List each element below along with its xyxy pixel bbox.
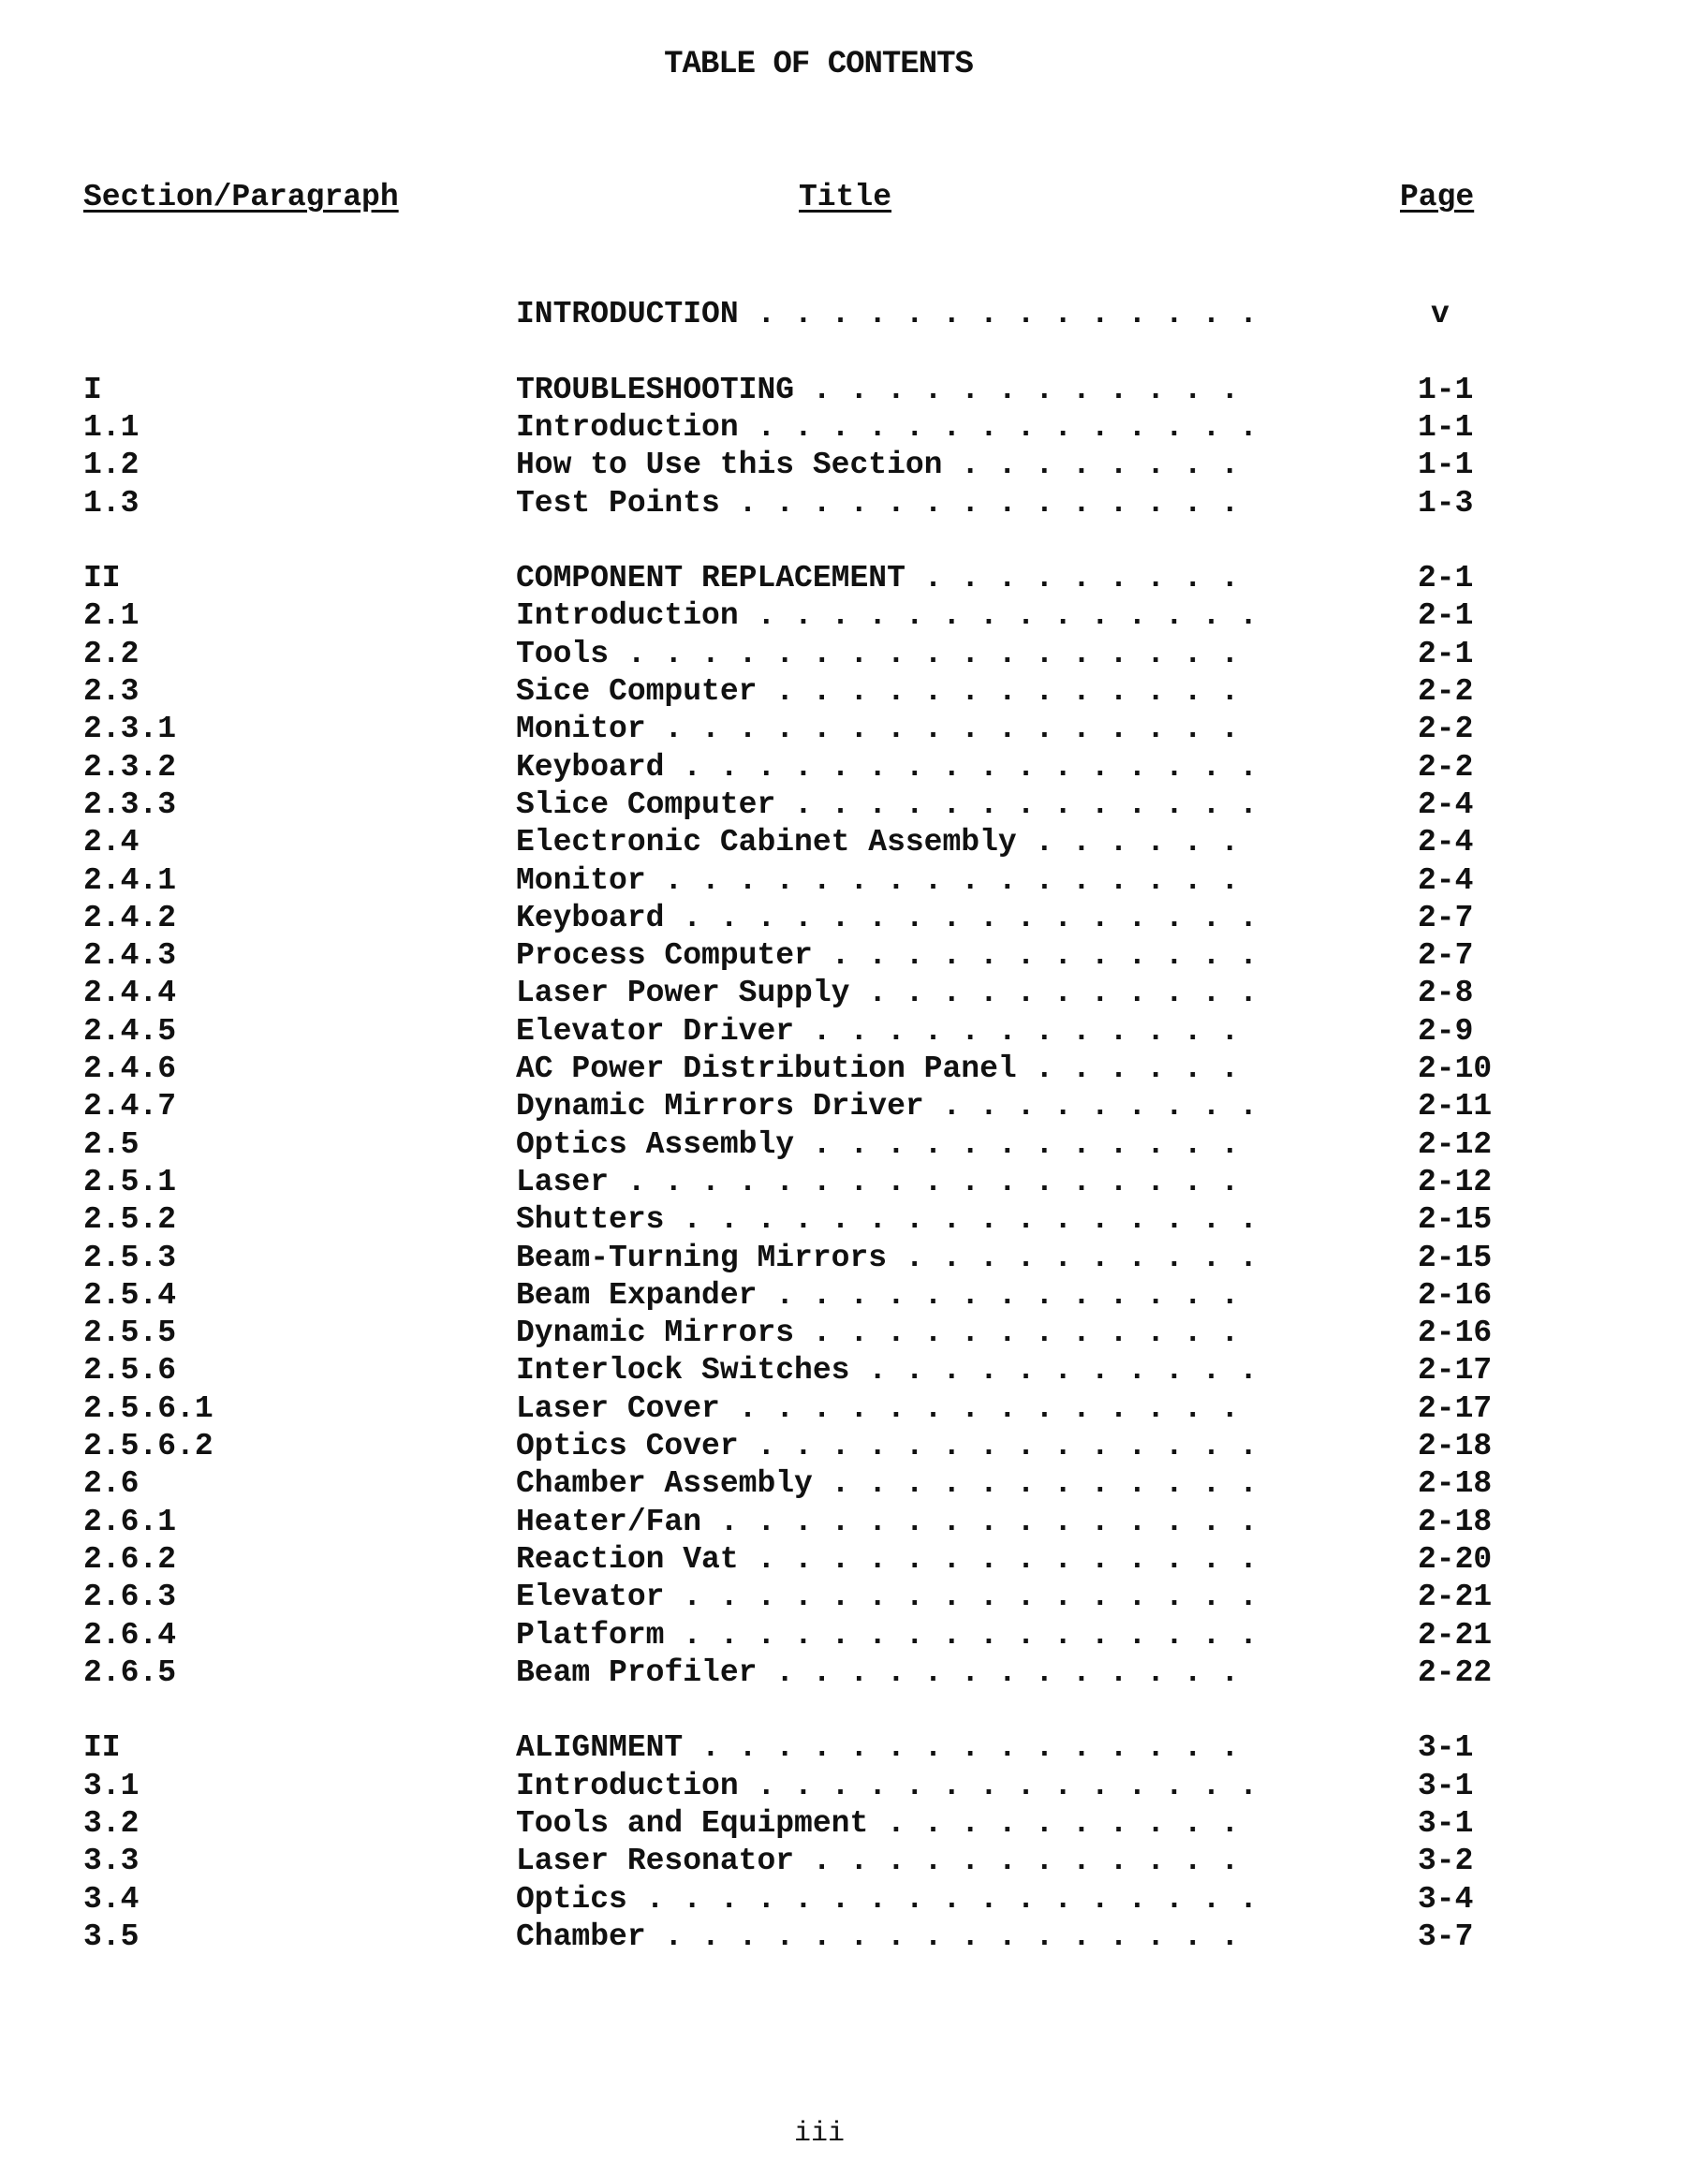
entry-title: Laser Power Supply <box>516 975 849 1012</box>
entry-title: Process Computer <box>516 937 813 975</box>
page-ref: 2-7 <box>1418 900 1473 937</box>
section-number: 2.3.3 <box>83 786 176 824</box>
section-number: 2.6.5 <box>83 1654 176 1692</box>
document-title: TABLE OF CONTENTS <box>655 47 981 82</box>
entry-title: INTRODUCTION <box>516 296 739 333</box>
section-number: 2.4.4 <box>83 975 176 1012</box>
toc-entry <box>0 1881 1708 1918</box>
section-number: 3.4 <box>83 1881 139 1918</box>
page-ref: 2-15 <box>1418 1201 1492 1239</box>
dot-leader: . . . . . . . . . . . <box>868 975 1258 1012</box>
entry-title: Chamber <box>516 1918 646 1956</box>
section-number: 2.1 <box>83 597 139 635</box>
section-number: II <box>83 1729 121 1767</box>
dot-leader: . . . . . . . . . . . . . . <box>757 597 1258 635</box>
page-ref: 2-1 <box>1418 560 1473 597</box>
section-number: 2.3.1 <box>83 711 176 748</box>
entry-title: Introduction <box>516 597 739 635</box>
toc-entry <box>0 1918 1708 1956</box>
entry-title: Elevator <box>516 1579 664 1616</box>
page-ref: 2-18 <box>1418 1504 1492 1541</box>
page-ref: 3-4 <box>1418 1881 1473 1918</box>
entry-title: Dynamic Mirrors Driver <box>516 1088 924 1125</box>
entry-title: Laser Cover <box>516 1390 720 1428</box>
page-ref: 2-2 <box>1418 749 1473 786</box>
dot-leader: . . . . . . . . <box>961 447 1239 484</box>
dot-leader: . . . . . . . . . . <box>906 1240 1258 1277</box>
section-number: 2.5 <box>83 1126 139 1164</box>
column-header-page: Page <box>1400 180 1474 214</box>
entry-title: Slice Computer <box>516 786 775 824</box>
entry-title: Tools and Equipment <box>516 1805 868 1843</box>
section-number: 2.2 <box>83 636 139 673</box>
page-ref: 2-4 <box>1418 862 1473 900</box>
page-ref: 2-1 <box>1418 636 1473 673</box>
entry-title: AC Power Distribution Panel <box>516 1051 1017 1088</box>
entry-title: Optics Cover <box>516 1428 739 1465</box>
toc-entry <box>0 560 1708 597</box>
section-number: 1.3 <box>83 485 139 522</box>
page-ref: 2-4 <box>1418 786 1473 824</box>
entry-title: Optics Assembly <box>516 1126 794 1164</box>
page-ref: 2-18 <box>1418 1465 1492 1503</box>
page-ref: 2-9 <box>1418 1013 1473 1051</box>
dot-leader: . . . . . . . . . . . . <box>813 372 1239 409</box>
section-number: 2.5.4 <box>83 1277 176 1315</box>
dot-leader: . . . . . . . . . . . . . . . . <box>683 900 1258 937</box>
dot-leader: . . . . . . . . . . <box>887 1805 1239 1843</box>
page-ref: 1-1 <box>1418 372 1473 409</box>
toc-entry <box>0 862 1708 900</box>
toc-entry <box>0 1164 1708 1201</box>
dot-leader: . . . . . . . . . . . . <box>813 1013 1239 1051</box>
toc-entry <box>0 824 1708 861</box>
section-number: 2.6.2 <box>83 1541 176 1579</box>
page-ref: 2-21 <box>1418 1617 1492 1654</box>
toc-entry <box>0 1352 1708 1389</box>
entry-title: Heater/Fan <box>516 1504 701 1541</box>
toc-entry <box>0 1201 1708 1239</box>
page-ref: 1-3 <box>1418 485 1473 522</box>
dot-leader: . . . . . . . . . . . . . . . <box>720 1504 1258 1541</box>
page-ref: 2-16 <box>1418 1277 1492 1315</box>
entry-title: ALIGNMENT <box>516 1729 683 1767</box>
page-ref: 2-7 <box>1418 937 1473 975</box>
section-number: 3.5 <box>83 1918 139 1956</box>
toc-entry <box>0 937 1708 975</box>
dot-leader: . . . . . . . . . . . . . . <box>757 1768 1258 1805</box>
column-header-title: Title <box>799 180 891 214</box>
page-ref: 2-15 <box>1418 1240 1492 1277</box>
toc-entry <box>0 1617 1708 1654</box>
page-ref: 3-7 <box>1418 1918 1473 1956</box>
entry-title: Interlock Switches <box>516 1352 849 1389</box>
page-ref: 2-18 <box>1418 1428 1492 1465</box>
dot-leader: . . . . . . . . . . . . . <box>775 673 1239 711</box>
page-ref: 2-2 <box>1418 711 1473 748</box>
entry-title: Sice Computer <box>516 673 757 711</box>
toc-entry <box>0 1768 1708 1805</box>
page-ref: 2-8 <box>1418 975 1473 1012</box>
section-number: 2.4.7 <box>83 1088 176 1125</box>
page-ref: 3-1 <box>1418 1805 1473 1843</box>
section-number: 2.5.3 <box>83 1240 176 1277</box>
page-ref: 2-2 <box>1418 673 1473 711</box>
section-number: 2.5.2 <box>83 1201 176 1239</box>
section-number: 1.2 <box>83 447 139 484</box>
entry-title: Chamber Assembly <box>516 1465 813 1503</box>
page-ref: 3-1 <box>1418 1729 1473 1767</box>
entry-title: Elevator Driver <box>516 1013 794 1051</box>
page-ref: 2-11 <box>1418 1088 1492 1125</box>
entry-title: Reaction Vat <box>516 1541 739 1579</box>
entry-title: Dynamic Mirrors <box>516 1315 794 1352</box>
dot-leader: . . . . . . . . . . . . <box>813 1843 1239 1880</box>
section-number: 2.5.6.1 <box>83 1390 214 1428</box>
page-ref: 3-2 <box>1418 1843 1473 1880</box>
dot-leader: . . . . . . . . . . . . . . . . <box>664 862 1239 900</box>
section-number: 2.4.1 <box>83 862 176 900</box>
toc-entry <box>0 1843 1708 1880</box>
page-ref: 2-10 <box>1418 1051 1492 1088</box>
dot-leader: . . . . . . . . . . . . . . . . . <box>646 1881 1259 1918</box>
entry-title: Monitor <box>516 862 646 900</box>
page-ref: 2-16 <box>1418 1315 1492 1352</box>
toc-entry <box>0 1126 1708 1164</box>
toc-entry <box>0 673 1708 711</box>
toc-entry <box>0 1428 1708 1465</box>
page-ref: 2-22 <box>1418 1654 1492 1692</box>
entry-title: Introduction <box>516 409 739 447</box>
dot-leader: . . . . . . . . . . . . . . . . <box>664 1918 1239 1956</box>
toc-entry <box>0 1504 1708 1541</box>
toc-entry <box>0 1654 1708 1692</box>
entry-title: Beam Profiler <box>516 1654 757 1692</box>
section-number: 2.4.6 <box>83 1051 176 1088</box>
section-number: 2.6.4 <box>83 1617 176 1654</box>
dot-leader: . . . . . . . . . . . . <box>832 1465 1258 1503</box>
section-number: 3.3 <box>83 1843 139 1880</box>
entry-title: Monitor <box>516 711 646 748</box>
dot-leader: . . . . . . . . . . . . . . . . <box>683 749 1258 786</box>
toc-entry <box>0 749 1708 786</box>
toc-entry <box>0 1088 1708 1125</box>
dot-leader: . . . . . . . . . . . . . . . . <box>683 1201 1258 1239</box>
page-ref: 2-12 <box>1418 1164 1492 1201</box>
page-ref: 2-20 <box>1418 1541 1492 1579</box>
section-number: 2.5.5 <box>83 1315 176 1352</box>
toc-entry <box>0 1805 1708 1843</box>
entry-title: Shutters <box>516 1201 664 1239</box>
toc-entry <box>0 786 1708 824</box>
dot-leader: . . . . . . . . . . . . . . <box>739 485 1240 522</box>
toc-entry <box>0 1013 1708 1051</box>
toc-entry <box>0 372 1708 409</box>
section-number: 2.3.2 <box>83 749 176 786</box>
column-header-section: Section/Paragraph <box>83 180 399 214</box>
section-number: 2.4.3 <box>83 937 176 975</box>
dot-leader: . . . . . . . . . . . . . . . . <box>683 1617 1258 1654</box>
entry-title: Electronic Cabinet Assembly <box>516 824 1017 861</box>
dot-leader: . . . . . . . . . . . . . . . . . <box>627 1164 1240 1201</box>
entry-title: Laser <box>516 1164 609 1201</box>
entry-title: COMPONENT REPLACEMENT <box>516 560 906 597</box>
dot-leader: . . . . . . . . . . . . . . <box>757 296 1258 333</box>
entry-title: Beam-Turning Mirrors <box>516 1240 887 1277</box>
dot-leader: . . . . . . . . . . . . . <box>775 1277 1239 1315</box>
dot-leader: . . . . . . . . . . . . . . . . <box>664 711 1239 748</box>
section-number: II <box>83 560 121 597</box>
toc-entry <box>0 409 1708 447</box>
section-number: 2.4.5 <box>83 1013 176 1051</box>
page-ref: 2-4 <box>1418 824 1473 861</box>
section-number: 2.6.1 <box>83 1504 176 1541</box>
toc-entry <box>0 1240 1708 1277</box>
entry-title: Platform <box>516 1617 664 1654</box>
toc-entry <box>0 1390 1708 1428</box>
section-number: I <box>83 372 102 409</box>
dot-leader: . . . . . . <box>1035 824 1239 861</box>
page-ref: 2-21 <box>1418 1579 1492 1616</box>
section-number: 2.4.2 <box>83 900 176 937</box>
toc-entry <box>0 1051 1708 1088</box>
toc-entry <box>0 1579 1708 1616</box>
toc-entry <box>0 1729 1708 1767</box>
page-ref: 1-1 <box>1418 409 1473 447</box>
section-number: 2.5.6.2 <box>83 1428 214 1465</box>
toc-entry <box>0 485 1708 522</box>
page-ref: 2-17 <box>1418 1352 1492 1389</box>
entry-title: Test Points <box>516 485 720 522</box>
dot-leader: . . . . . . . . . . . . . . <box>757 1428 1258 1465</box>
dot-leader: . . . . . . . . . . . . . . <box>739 1390 1240 1428</box>
dot-leader: . . . . . . . . . . . . . . . <box>701 1729 1239 1767</box>
page-number: iii <box>794 2118 845 2150</box>
entry-title: Beam Expander <box>516 1277 757 1315</box>
section-number: 2.5.6 <box>83 1352 176 1389</box>
section-number: 3.2 <box>83 1805 139 1843</box>
page-ref: v <box>1431 296 1450 333</box>
section-number: 2.5.1 <box>83 1164 176 1201</box>
dot-leader: . . . . . . . . . <box>924 560 1240 597</box>
page-ref: 2-12 <box>1418 1126 1492 1164</box>
toc-entry <box>0 447 1708 484</box>
dot-leader: . . . . . . . . . . . . <box>813 1315 1239 1352</box>
dot-leader: . . . . . . . . . . . . . . . . . <box>627 636 1240 673</box>
toc-entry <box>0 1465 1708 1503</box>
entry-title: Keyboard <box>516 900 664 937</box>
dot-leader: . . . . . . . . . . . . . <box>794 786 1258 824</box>
dot-leader: . . . . . . . . . . . . . . <box>757 1541 1258 1579</box>
dot-leader: . . . . . . . . . . . . . <box>775 1654 1239 1692</box>
page-ref: 2-1 <box>1418 597 1473 635</box>
page-ref: 1-1 <box>1418 447 1473 484</box>
page-ref: 3-1 <box>1418 1768 1473 1805</box>
toc-entry <box>0 975 1708 1012</box>
dot-leader: . . . . . . . . . . . . <box>813 1126 1239 1164</box>
entry-title: TROUBLESHOOTING <box>516 372 794 409</box>
entry-title: Introduction <box>516 1768 739 1805</box>
entry-title: How to Use this Section <box>516 447 942 484</box>
entry-title: Keyboard <box>516 749 664 786</box>
toc-entry <box>0 597 1708 635</box>
section-number: 2.3 <box>83 673 139 711</box>
section-number: 2.6.3 <box>83 1579 176 1616</box>
dot-leader: . . . . . . . . . . . <box>868 1352 1258 1389</box>
entry-title: Laser Resonator <box>516 1843 794 1880</box>
dot-leader: . . . . . . . . . . . . <box>832 937 1258 975</box>
toc-entry <box>0 1277 1708 1315</box>
dot-leader: . . . . . . . . . . . . . . . . <box>683 1579 1258 1616</box>
toc-entry <box>0 711 1708 748</box>
section-number: 2.4 <box>83 824 139 861</box>
page-ref: 2-17 <box>1418 1390 1492 1428</box>
section-number: 2.6 <box>83 1465 139 1503</box>
toc-entry <box>0 296 1708 333</box>
toc-entry <box>0 636 1708 673</box>
dot-leader: . . . . . . . . . <box>942 1088 1258 1125</box>
toc-entry <box>0 1315 1708 1352</box>
toc-entry <box>0 1541 1708 1579</box>
section-number: 3.1 <box>83 1768 139 1805</box>
section-number: 1.1 <box>83 409 139 447</box>
dot-leader: . . . . . . <box>1035 1051 1239 1088</box>
entry-title: Tools <box>516 636 609 673</box>
toc-entry <box>0 900 1708 937</box>
entry-title: Optics <box>516 1881 627 1918</box>
dot-leader: . . . . . . . . . . . . . . <box>757 409 1258 447</box>
